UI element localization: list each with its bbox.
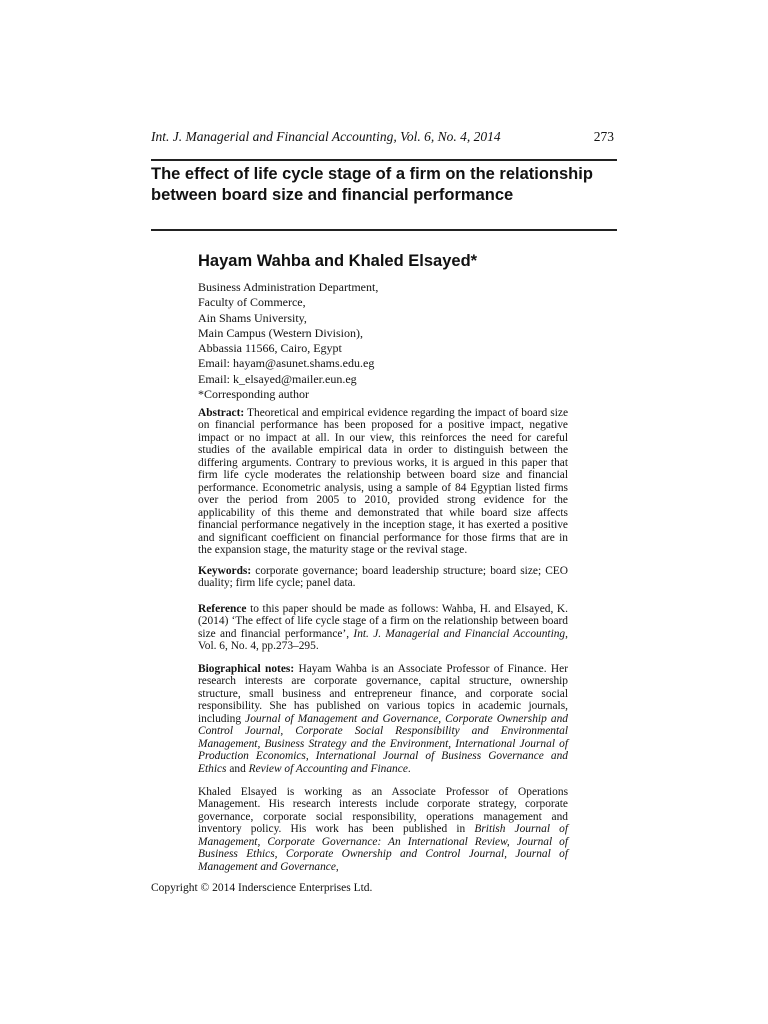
abstract-label: Abstract: xyxy=(198,407,245,419)
journal-citation: Int. J. Managerial and Financial Accounting, Vol. 6, No. 4, 2014 xyxy=(151,129,501,144)
abstract xyxy=(198,407,568,556)
bio-text: , xyxy=(335,860,339,873)
bio-label: Biographical notes: xyxy=(198,663,295,675)
affiliation-line: Ain Shams University, xyxy=(198,310,307,325)
email-line: Email: k_elsayed@mailer.eun.eg xyxy=(198,371,357,386)
biographical-notes-second-author xyxy=(198,786,568,873)
bio-text: Hayam Wahba is an Associate Professor of Finance. Her research interests are corporate governance, capital structure, ownership structure, small business and entrepreneur finance, and corporate social responsibility. She has published on various topics in academic journals, including xyxy=(198,663,568,725)
biographical-notes xyxy=(198,663,568,775)
copyright-notice: Copyright © 2014 Inderscience Enterprises Ltd. xyxy=(151,882,373,894)
paper-title: The effect of life cycle stage of a firm on the relationship between board size and financial performance xyxy=(151,165,593,204)
bio-journals: British Journal of Management, Corporate Governance: An International Review, Journal of Business Ethics, Corporate Ownership and Control Journal, Journal of Management and Governance xyxy=(198,823,568,873)
reference-text: to this paper should be made as follows: Wahba, H. and Elsayed, K. (2014) ‘The effect of life cycle stage of a firm on the relationship between board size and financial performance’, xyxy=(198,603,568,640)
keywords-label: Keywords: xyxy=(198,565,252,577)
email-line: Email: hayam@asunet.shams.edu.eg xyxy=(198,356,375,371)
reference xyxy=(198,603,568,653)
corresponding-author-note: *Corresponding author xyxy=(198,387,309,402)
keywords-text: corporate governance; board leadership structure; board size; CEO duality; firm life cycle; panel data. xyxy=(198,565,568,590)
reference-label: Reference xyxy=(198,603,247,615)
title-top-rule xyxy=(151,159,617,161)
title-bottom-rule xyxy=(151,229,617,231)
bio-text: and xyxy=(229,762,246,775)
abstract-text: Theoretical and empirical evidence regarding the impact of board size on financial performance has been proposed for a positive impact, negative impact or no impact at all. In our view, this reinforces the need for careful studies of the available empirical data in order to distinguish between the differing arguments. Contrary to previous works, it is argued in this paper that firm life cycle moderates the relationship between board size and financial performance. Econometric analysis, using a sample of 84 Egyptian listed firms over the period from 2005 to 2010, provided strong evidence for the applicability of this theme and demonstrated that while board size affects financial performance negatively in the inception stage, it has exerted a positive and significant coefficient on financial performance for those firms that are in the expansion stage, the maturity stage or the revival stage. xyxy=(198,407,568,556)
bio-journals: Journal of Management and Governance, Corporate Ownership and Control Journal, Corporate Social Responsibility and Environmental Management, Business Strategy and the Environment, International Journal of Production Economics, International Journal of Business Governance and Ethics xyxy=(198,712,568,775)
affiliation-line: Faculty of Commerce, xyxy=(198,295,306,310)
running-header xyxy=(151,127,614,147)
affiliation-block xyxy=(198,280,378,402)
bio-text: . xyxy=(407,762,411,775)
bio-journal: Review of Accounting and Finance xyxy=(248,762,408,775)
page-number: 273 xyxy=(593,129,614,144)
reference-journal: Int. J. Managerial and Financial Accounting xyxy=(353,627,566,640)
affiliation-line: Main Campus (Western Division), xyxy=(198,325,364,340)
keywords xyxy=(198,565,568,590)
bio-text: Khaled Elsayed is working as an Associate Professor of Operations Management. His research interests include corporate strategy, corporate governance, corporate social responsibility, operations management and inventory policy. His work has been published in xyxy=(198,786,568,836)
reference-volume: , Vol. 6, No. 4, pp.273–295. xyxy=(198,627,568,653)
author-list: Hayam Wahba and Khaled Elsayed* xyxy=(198,252,478,270)
affiliation-line: Business Administration Department, xyxy=(198,280,379,294)
affiliation-line: Abbassia 11566, Cairo, Egypt xyxy=(198,341,342,356)
